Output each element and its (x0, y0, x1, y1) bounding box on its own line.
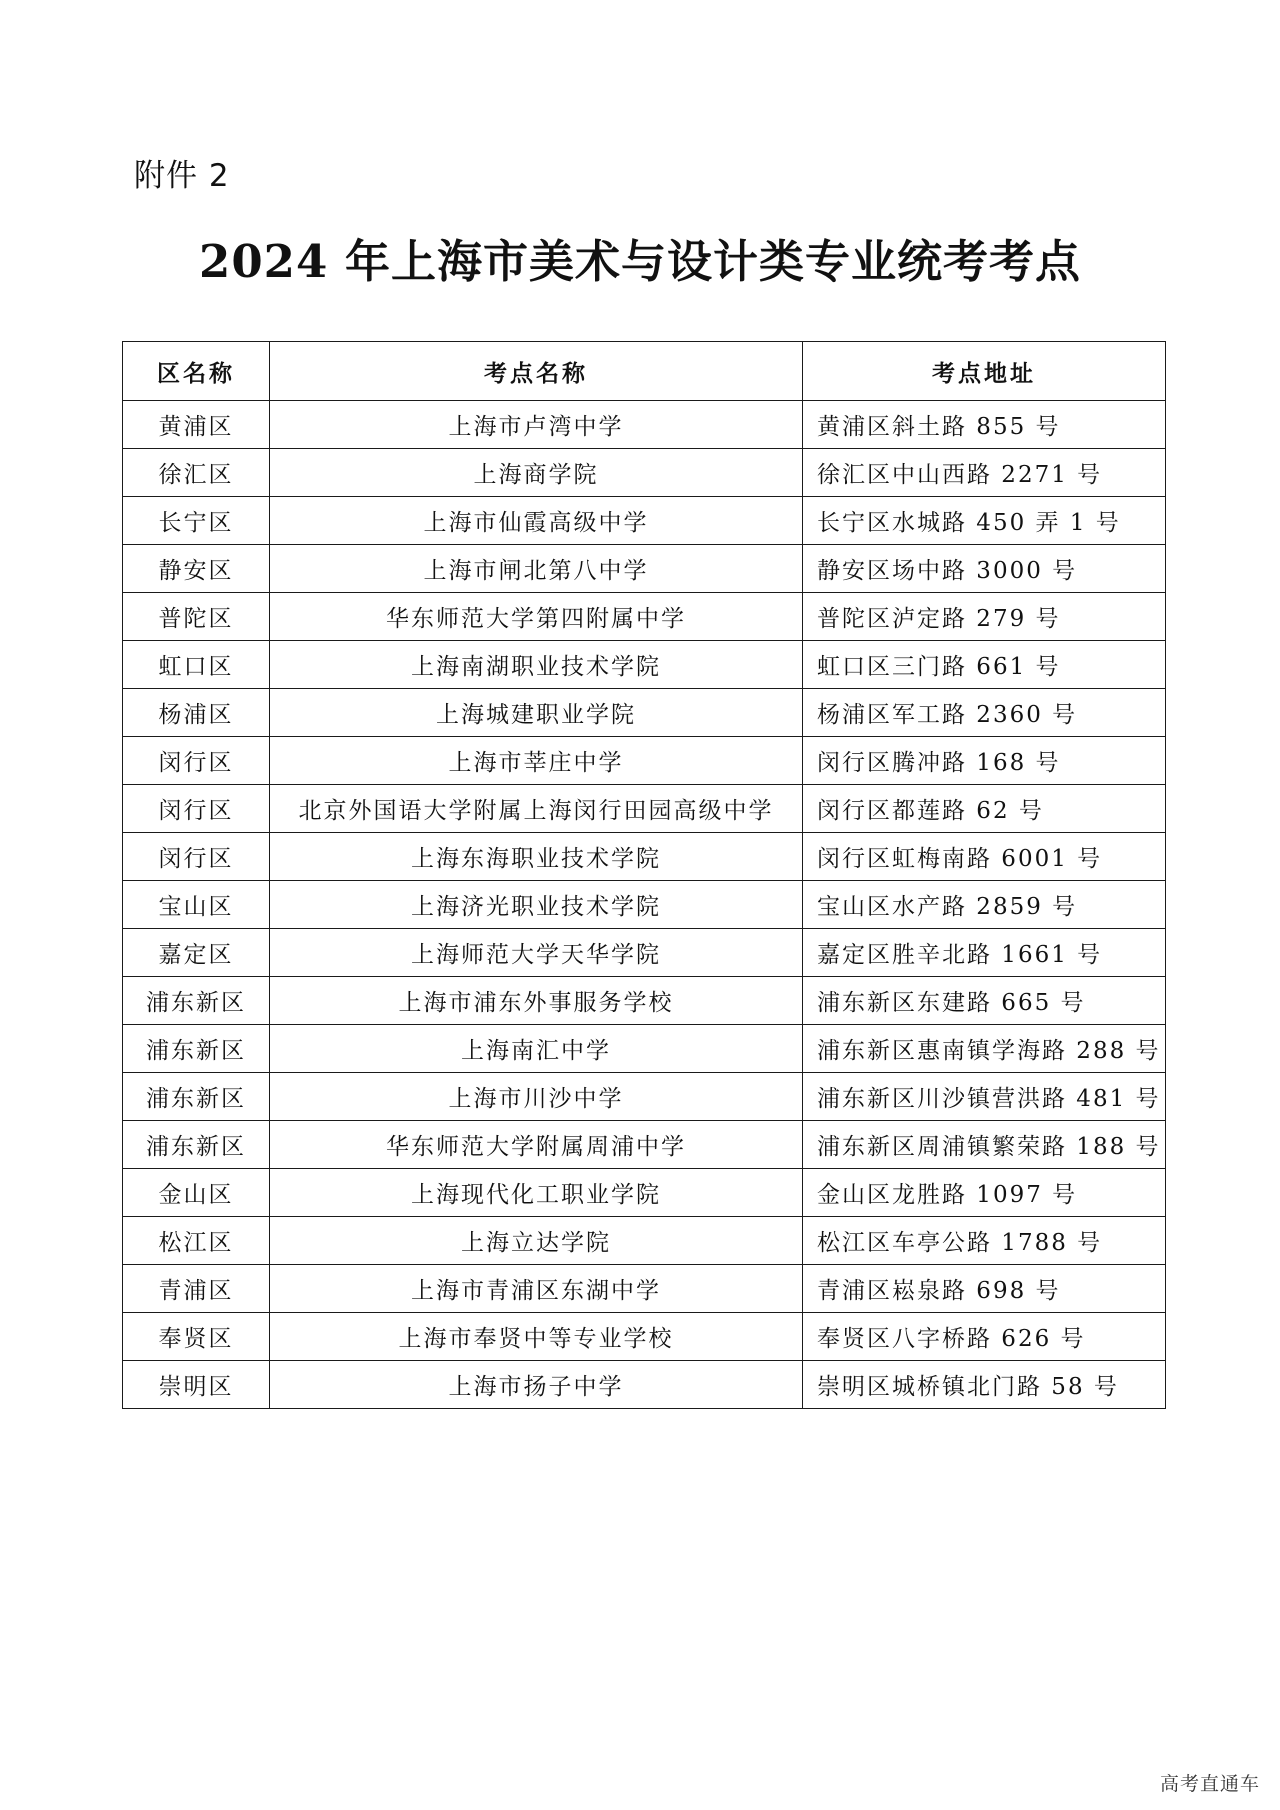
cell-site-address: 浦东新区周浦镇繁荣路 188 号 (803, 1121, 1166, 1169)
cell-district: 浦东新区 (123, 1025, 270, 1073)
cell-site-name: 上海南汇中学 (270, 1025, 803, 1073)
table-row (123, 1121, 1166, 1169)
cell-site-name: 上海市川沙中学 (270, 1073, 803, 1121)
cell-district: 浦东新区 (123, 977, 270, 1025)
header-district: 区名称 (123, 342, 270, 401)
table-row (123, 977, 1166, 1025)
table-row (123, 737, 1166, 785)
cell-site-address: 嘉定区胜辛北路 1661 号 (803, 929, 1166, 977)
table-row (123, 641, 1166, 689)
cell-site-address: 奉贤区八字桥路 626 号 (803, 1313, 1166, 1361)
cell-site-name: 华东师范大学第四附属中学 (270, 593, 803, 641)
cell-site-name: 上海市奉贤中等专业学校 (270, 1313, 803, 1361)
cell-site-name: 上海商学院 (270, 449, 803, 497)
cell-site-address: 青浦区崧泉路 698 号 (803, 1265, 1166, 1313)
table-row (123, 1265, 1166, 1313)
cell-district: 松江区 (123, 1217, 270, 1265)
cell-site-name: 上海南湖职业技术学院 (270, 641, 803, 689)
table-row (123, 785, 1166, 833)
cell-site-address: 杨浦区军工路 2360 号 (803, 689, 1166, 737)
cell-site-name: 上海市仙霞高级中学 (270, 497, 803, 545)
table-row (123, 1217, 1166, 1265)
cell-district: 奉贤区 (123, 1313, 270, 1361)
cell-site-address: 宝山区水产路 2859 号 (803, 881, 1166, 929)
cell-site-address: 闵行区虹梅南路 6001 号 (803, 833, 1166, 881)
cell-site-address: 浦东新区惠南镇学海路 288 号 (803, 1025, 1166, 1073)
table-row (123, 1361, 1166, 1409)
exam-sites-table (122, 341, 1166, 1409)
cell-district: 青浦区 (123, 1265, 270, 1313)
table-row (123, 929, 1166, 977)
cell-district: 浦东新区 (123, 1073, 270, 1121)
table-row (123, 1073, 1166, 1121)
cell-site-name: 上海市莘庄中学 (270, 737, 803, 785)
table-row (123, 497, 1166, 545)
cell-district: 崇明区 (123, 1361, 270, 1409)
table-header-row (123, 342, 1166, 401)
table-row (123, 833, 1166, 881)
table-row (123, 689, 1166, 737)
cell-site-address: 虹口区三门路 661 号 (803, 641, 1166, 689)
cell-site-name: 上海市青浦区东湖中学 (270, 1265, 803, 1313)
cell-site-name: 上海市卢湾中学 (270, 401, 803, 449)
cell-district: 静安区 (123, 545, 270, 593)
cell-site-name: 上海济光职业技术学院 (270, 881, 803, 929)
cell-site-name: 上海东海职业技术学院 (270, 833, 803, 881)
cell-district: 长宁区 (123, 497, 270, 545)
table-row (123, 1169, 1166, 1217)
table-row (123, 881, 1166, 929)
annex-label: 附件 2 (134, 158, 230, 194)
cell-district: 徐汇区 (123, 449, 270, 497)
table-row (123, 593, 1166, 641)
cell-site-name: 上海市扬子中学 (270, 1361, 803, 1409)
table-row (123, 1313, 1166, 1361)
cell-district: 虹口区 (123, 641, 270, 689)
cell-district: 浦东新区 (123, 1121, 270, 1169)
cell-site-name: 北京外国语大学附属上海闵行田园高级中学 (270, 785, 803, 833)
cell-district: 金山区 (123, 1169, 270, 1217)
table-row (123, 1025, 1166, 1073)
cell-site-name: 上海师范大学天华学院 (270, 929, 803, 977)
cell-site-address: 闵行区腾冲路 168 号 (803, 737, 1166, 785)
cell-site-address: 浦东新区东建路 665 号 (803, 977, 1166, 1025)
cell-site-address: 长宁区水城路 450 弄 1 号 (803, 497, 1166, 545)
cell-district: 闵行区 (123, 785, 270, 833)
header-site-name: 考点名称 (270, 342, 803, 401)
table-row (123, 449, 1166, 497)
cell-district: 嘉定区 (123, 929, 270, 977)
table-body (123, 401, 1166, 1409)
cell-district: 宝山区 (123, 881, 270, 929)
document-title: 2024 年上海市美术与设计类专业统考考点 (199, 235, 1081, 288)
cell-site-address: 金山区龙胜路 1097 号 (803, 1169, 1166, 1217)
table-row (123, 401, 1166, 449)
cell-site-address: 黄浦区斜土路 855 号 (803, 401, 1166, 449)
cell-site-address: 崇明区城桥镇北门路 58 号 (803, 1361, 1166, 1409)
cell-site-address: 静安区场中路 3000 号 (803, 545, 1166, 593)
cell-district: 黄浦区 (123, 401, 270, 449)
cell-site-address: 浦东新区川沙镇营洪路 481 号 (803, 1073, 1166, 1121)
cell-site-name: 华东师范大学附属周浦中学 (270, 1121, 803, 1169)
watermark-text: 高考直通车 (1159, 1773, 1260, 1795)
cell-site-name: 上海市闸北第八中学 (270, 545, 803, 593)
cell-district: 普陀区 (123, 593, 270, 641)
cell-district: 闵行区 (123, 833, 270, 881)
cell-site-name: 上海现代化工职业学院 (270, 1169, 803, 1217)
cell-district: 杨浦区 (123, 689, 270, 737)
cell-site-name: 上海市浦东外事服务学校 (270, 977, 803, 1025)
cell-site-name: 上海城建职业学院 (270, 689, 803, 737)
cell-site-name: 上海立达学院 (270, 1217, 803, 1265)
table-row (123, 545, 1166, 593)
cell-site-address: 徐汇区中山西路 2271 号 (803, 449, 1166, 497)
cell-site-address: 普陀区泸定路 279 号 (803, 593, 1166, 641)
cell-site-address: 闵行区都莲路 62 号 (803, 785, 1166, 833)
cell-district: 闵行区 (123, 737, 270, 785)
header-site-address: 考点地址 (803, 342, 1166, 401)
cell-site-address: 松江区车亭公路 1788 号 (803, 1217, 1166, 1265)
